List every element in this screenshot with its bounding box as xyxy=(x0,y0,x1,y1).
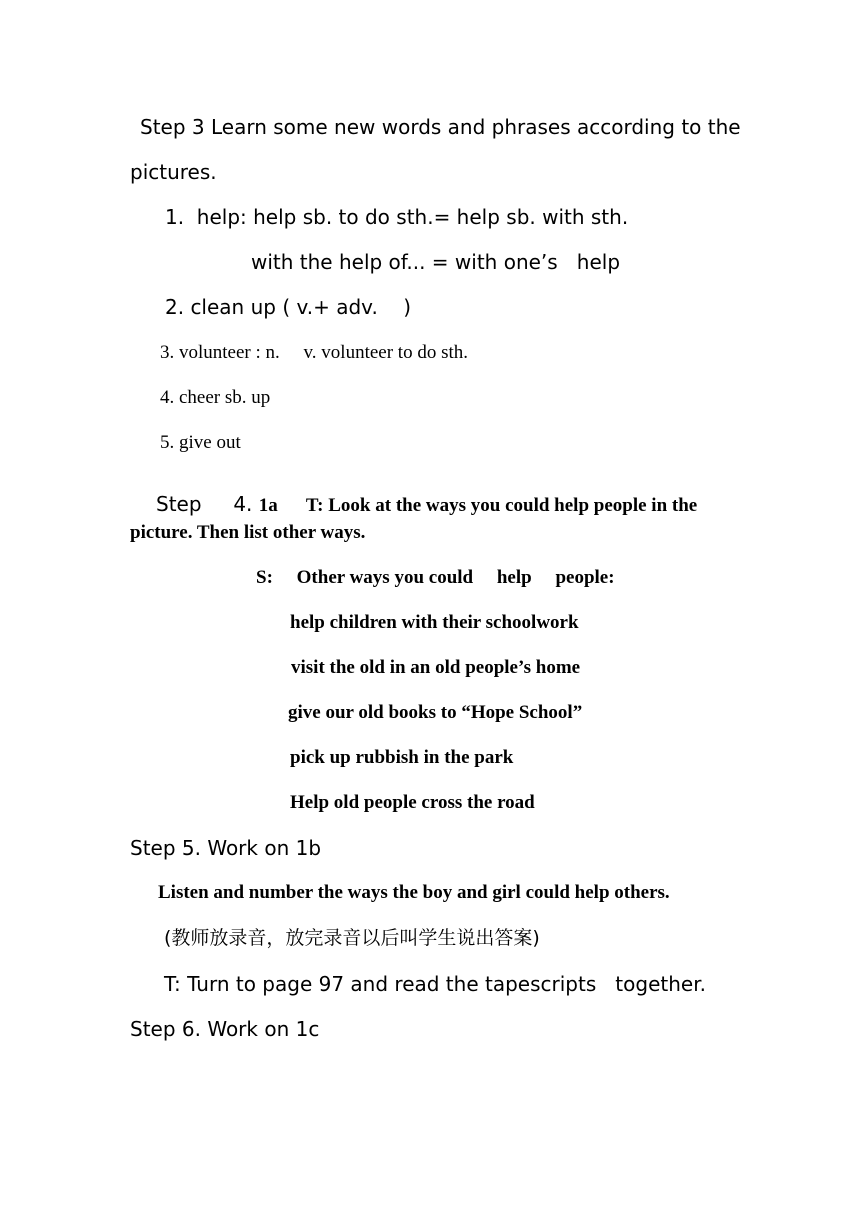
step6-heading: Step 6. Work on 1c xyxy=(130,1017,320,1041)
step5-heading: Step 5. Work on 1b xyxy=(130,836,322,860)
step5-teacher-note: (教师放录音，放完录音以后叫学生说出答案) xyxy=(164,927,540,949)
way-2: visit the old in an old people’s home xyxy=(291,657,581,678)
item-5-give-out: 5. give out xyxy=(160,432,241,453)
step4-instruction: 1a T: Look at the ways you could help people in the xyxy=(258,495,698,516)
way-1: help children with their schoolwork xyxy=(290,612,579,633)
item-2-clean-up: 2. clean up ( v.+ adv. ) xyxy=(165,295,412,319)
item-4-cheer-up: 4. cheer sb. up xyxy=(160,387,271,408)
student-answer-heading: S: Other ways you could help people: xyxy=(256,567,615,588)
item-3-volunteer: 3. volunteer : n. v. volunteer to do sth. xyxy=(160,342,468,363)
way-4: pick up rubbish in the park xyxy=(290,747,514,768)
step3-heading-line2: pictures. xyxy=(130,160,217,184)
way-5: Help old people cross the road xyxy=(290,792,535,813)
item-1-help: 1. help: help sb. to do sth.= help sb. with sth. xyxy=(165,205,629,229)
step3-heading-line1: Step 3 Learn some new words and phrases according to the xyxy=(140,115,741,139)
step4-label: Step 4. xyxy=(156,492,259,516)
step5-tapescript: T: Turn to page 97 and read the tapescripts together. xyxy=(164,972,706,996)
step5-instruction: Listen and number the ways the boy and girl could help others. xyxy=(158,882,670,903)
step4-heading-line2: picture. Then list other ways. xyxy=(130,522,366,543)
item-1-help-phrase: with the help of... = with one’s help xyxy=(251,250,621,274)
way-3: give our old books to “Hope School” xyxy=(288,702,583,723)
